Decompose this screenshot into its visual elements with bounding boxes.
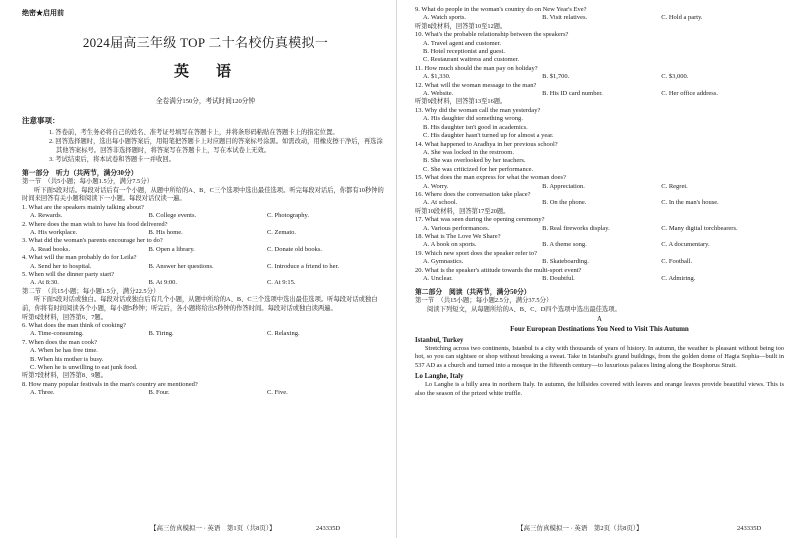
option-b: B. His home. — [148, 229, 183, 236]
option-b: B. Skateboarding. — [542, 258, 589, 266]
question-options — [22, 279, 389, 287]
question-17 — [415, 216, 784, 233]
question-9 — [415, 6, 784, 23]
option-b: B. Visit relatives. — [542, 14, 588, 22]
option-a: A. Read books. — [30, 245, 71, 253]
question-options — [415, 199, 784, 207]
question-options — [22, 212, 389, 220]
question-5 — [22, 271, 389, 288]
option-c: C. His daughter hasn't turned up for almost a year. — [423, 132, 554, 140]
question-20 — [415, 267, 784, 284]
question-18 — [415, 233, 784, 250]
option-a: A. Rewards. — [30, 212, 63, 220]
option-b: B. Appreciation. — [542, 182, 585, 190]
option-a: A. Gymnastics. — [423, 258, 464, 266]
option-c: C. $3,000. — [661, 73, 689, 81]
option-a: A. His workplace. — [30, 229, 78, 236]
option-c: C. Photography. — [266, 212, 309, 220]
destination-text: Lo Langhe is a hilly area in northern Italy. In autumn, the hillsides covered with leaves and orange leaves provide beautiful views. This is also the season of the prized white truffle. — [415, 380, 784, 397]
option-a: A. At 8:30. — [30, 279, 59, 287]
option-a: A. Travel agent and customer. — [423, 39, 501, 47]
option-b: B. Doubtful. — [542, 275, 575, 282]
question-text: 6. What does the man think of cooking? — [22, 322, 126, 330]
material-hint: 听第9段材料，回答第13至16题。 — [415, 98, 507, 106]
option-b: B. College events. — [148, 212, 197, 220]
question-text: 11. How much should the man pay on holiday? — [415, 64, 538, 72]
material-hint: 听第8段材料，回答第10至12题。 — [415, 22, 507, 30]
question-2 — [22, 221, 389, 238]
note-item: 1. 答卷前，考生务必将自己的姓名、准考证号填写在答题卡上，并将条形码粘贴在答题卡上的指定位置。 — [49, 129, 339, 136]
option-b: B. On the phone. — [542, 199, 587, 207]
question-13 — [415, 107, 784, 141]
question-8 — [22, 381, 389, 398]
question-14 — [415, 141, 784, 175]
question-options — [22, 330, 389, 338]
question-options — [22, 229, 389, 237]
question-options — [415, 183, 784, 191]
question-12 — [415, 82, 784, 99]
page-footer: 【高三仿真模拟一 · 英语 第2页（共8页）】 — [517, 525, 643, 532]
option-b: B. At 9:00. — [148, 279, 178, 287]
question-options — [415, 275, 784, 283]
score-time-info: 全卷满分150分，考试时间120分钟 — [156, 98, 255, 105]
option-a: A. At school. — [423, 199, 458, 207]
option-c: C. When he is unwilling to eat junk food. — [30, 364, 138, 372]
section-instructions: 听下面5段对话或独白。每段对话或独白后有几个小题，从题中所给的A、B、C三个选项中选出最佳选项。听每段对话或独白前，你将有时间阅读各个小题，每小题5秒钟；听完后，各小题将给出5秒钟的作答时间。每段对话或独白读两遍。 — [22, 296, 378, 313]
option-b: B. A theme song. — [542, 241, 587, 249]
question-text: 14. What happened to Aradhya in her previous school? — [415, 140, 558, 148]
option-c: C. Many digital torchbearers. — [661, 224, 738, 232]
option-a: A. Various performances. — [423, 224, 490, 232]
question-options — [415, 241, 784, 249]
option-a: A. Send her to hospital. — [30, 262, 92, 270]
option-a: A. Worry. — [423, 182, 449, 190]
question-options — [415, 73, 784, 81]
question-text: 8. How many popular festivals in the man's country are mentioned? — [22, 380, 198, 388]
option-a: A. His daughter did something wrong. — [423, 115, 523, 123]
destination-heading: Istanbul, Turkey — [415, 336, 464, 344]
option-c: C. Restaurant waitress and customer. — [423, 56, 520, 64]
option-c: C. In the man's house. — [661, 199, 719, 207]
question-text: 1. What are the speakers mainly talking about? — [22, 203, 144, 211]
page-footer: 【高三仿真模拟一 · 英语 第1页（共8页）】 — [150, 525, 276, 532]
section-heading: 第一节 （共15小题；每小题2.5分，满分37.5分） — [415, 297, 553, 305]
material-hint: 听第7段材料，回答第8、9题。 — [22, 372, 108, 380]
question-options — [415, 14, 784, 22]
option-b: B. $1,700. — [542, 73, 570, 81]
option-b: B. Hotel receptionist and guest. — [423, 48, 505, 56]
question-text: 4. What will the man probably do for Leila? — [22, 254, 137, 262]
passage-title: Four European Destinations You Need to Visit This Autumn — [510, 324, 689, 333]
question-options — [415, 258, 784, 266]
note-item: 2. 回答选择题时，选出每小题答案后，用铅笔把答题卡上对应题目的答案标号涂黑。如需改动，用橡皮擦干净后，再选涂其他答案标号。回答非选择题时，将答案写在答题卡上，写在本试卷上无效。 — [49, 138, 383, 154]
material-hint: 听第10段材料，回答第17至20题。 — [415, 207, 510, 215]
question-options — [415, 225, 784, 233]
material-hint: 听第6段材料，回答第6、7题。 — [22, 313, 108, 321]
option-b: B. Real fireworks display. — [542, 224, 610, 232]
question-text: 12. What will the woman message to the man? — [415, 81, 537, 89]
option-c: C. She was criticized for her performance. — [423, 165, 534, 173]
option-a: A. A book on sports. — [423, 241, 477, 249]
option-c: C. Introduce a friend to her. — [266, 262, 339, 270]
option-c: C. Donate old books. — [266, 245, 323, 253]
secret-label: 绝密★启用前 — [22, 9, 64, 17]
option-a: A. Three. — [30, 389, 55, 397]
option-c: C. Football. — [661, 258, 693, 266]
question-text: 20. What is the speaker's attitude towards the multi-sport event? — [415, 266, 582, 274]
option-c: C. Her office address. — [661, 90, 718, 98]
question-options — [22, 246, 389, 254]
note-item: 3. 考试结束后，将本试卷和答题卡一并收回。 — [49, 156, 175, 163]
question-19 — [415, 250, 784, 267]
question-options — [22, 263, 389, 271]
destination-heading: Lo Langhe, Italy — [415, 372, 464, 380]
question-text: 16. Where does the conversation take place? — [415, 190, 531, 198]
question-text: 10. What's the probable relationship between the speakers? — [415, 31, 569, 39]
question-3 — [22, 237, 389, 254]
part-heading: 第二部分 阅读（共两节，满分50分） — [415, 289, 531, 297]
option-c: C. Hold a party. — [661, 14, 703, 22]
passage-letter: A — [597, 315, 602, 323]
question-text: 15. What does the man express for what the woman does? — [415, 174, 566, 182]
question-text: 2. Where does the man wish to have his food delivered? — [22, 220, 168, 228]
question-text: 13. Why did the woman call the man yesterday? — [415, 106, 541, 114]
question-7 — [22, 339, 389, 373]
question-1 — [22, 204, 389, 221]
section-heading: 第一节 （共5小题；每小题1.5分，满分7.5分） — [22, 178, 154, 185]
option-a: A. When he has free time. — [30, 347, 98, 355]
question-text: 3. What did the woman's parents encourage her to do? — [22, 237, 163, 245]
option-b: B. When his mother is busy. — [30, 355, 104, 363]
notes-heading: 注意事项： — [22, 116, 60, 125]
option-a: A. Website. — [423, 90, 454, 98]
question-text: 19. Which new sport does the speaker refer to? — [415, 249, 538, 257]
section-instructions: 听下面5段对话。每段对话后有一个小题，从题中所给的A、B、C三个选项中选出最佳选项。听完每段对话后，你都有10秒钟的时间来回答有关小题和阅读下一小题。每段对话仅读一遍。 — [22, 186, 384, 203]
question-11 — [415, 65, 784, 82]
question-text: 17. What was seen during the opening ceremony? — [415, 216, 545, 224]
option-a: A. Unclear. — [423, 275, 453, 282]
option-a: A. $1,330. — [423, 73, 451, 81]
page-2 — [397, 0, 794, 538]
question-10 — [415, 31, 784, 65]
option-b: B. His ID card number. — [542, 90, 603, 98]
question-text: 18. What is The Love We Share? — [415, 232, 501, 240]
question-6 — [22, 322, 389, 339]
option-c: C. Regret. — [661, 182, 688, 190]
option-c: C. A documentary. — [661, 241, 710, 249]
option-c: C. Zemato. — [266, 229, 297, 236]
page-code: 243335D — [737, 525, 762, 532]
question-15 — [415, 174, 784, 191]
option-b: B. Tiring. — [148, 330, 174, 338]
question-text: 9. What do people in the woman's country do on New Year's Eve? — [415, 6, 587, 13]
option-c: C. At 9:15. — [266, 279, 296, 287]
section-instructions: 阅读下列短文，从每题所给的A、B、C、D四个选项中选出最佳选项。 — [427, 306, 621, 313]
option-b: B. Four. — [148, 389, 170, 397]
question-options — [22, 389, 389, 397]
option-b: B. Answer her questions. — [148, 262, 214, 270]
option-a: A. She was locked in the restroom. — [423, 148, 514, 156]
section-heading: 第二节 （共15小题；每小题1.5分，满分22.5分） — [22, 287, 160, 295]
question-text: 7. When does the man cook? — [22, 338, 97, 346]
option-a: A. Time-consuming. — [30, 330, 84, 338]
option-c: C. Admiring. — [661, 275, 696, 282]
part-heading: 第一部分 听力（共两节，满分30分） — [22, 170, 138, 177]
question-text: 5. When will the dinner party start? — [22, 271, 115, 279]
page-code: 243335D — [316, 525, 341, 532]
question-4 — [22, 254, 389, 271]
option-b: B. Open a library. — [148, 245, 195, 253]
option-c: C. Five. — [266, 389, 288, 397]
option-c: C. Relaxing. — [266, 330, 300, 338]
exam-title: 2024届高三年级 TOP 二十名校仿真模拟一 — [82, 35, 329, 50]
subject-title: 英 语 — [173, 64, 237, 80]
option-b: B. She was overlooked by her teachers. — [423, 157, 526, 165]
question-16 — [415, 191, 784, 208]
option-a: A. Watch sports. — [423, 14, 467, 22]
option-b: B. His daughter isn't good in academics. — [423, 123, 528, 131]
destination-text: Stretching across two continents, Istanbul is a city with thousands of years of history. In autumn, the weather is pleasant without being too hot, so you can sightsee or shop without breaking a sweat. Take in Istanbul's grand buildings, from the golden dome of Hagia Sophia—built in 537 AD as a church and turned into a mosque in the fifteenth century—to luxurious palaces lining along the Bosphorus Strait. — [415, 344, 784, 370]
